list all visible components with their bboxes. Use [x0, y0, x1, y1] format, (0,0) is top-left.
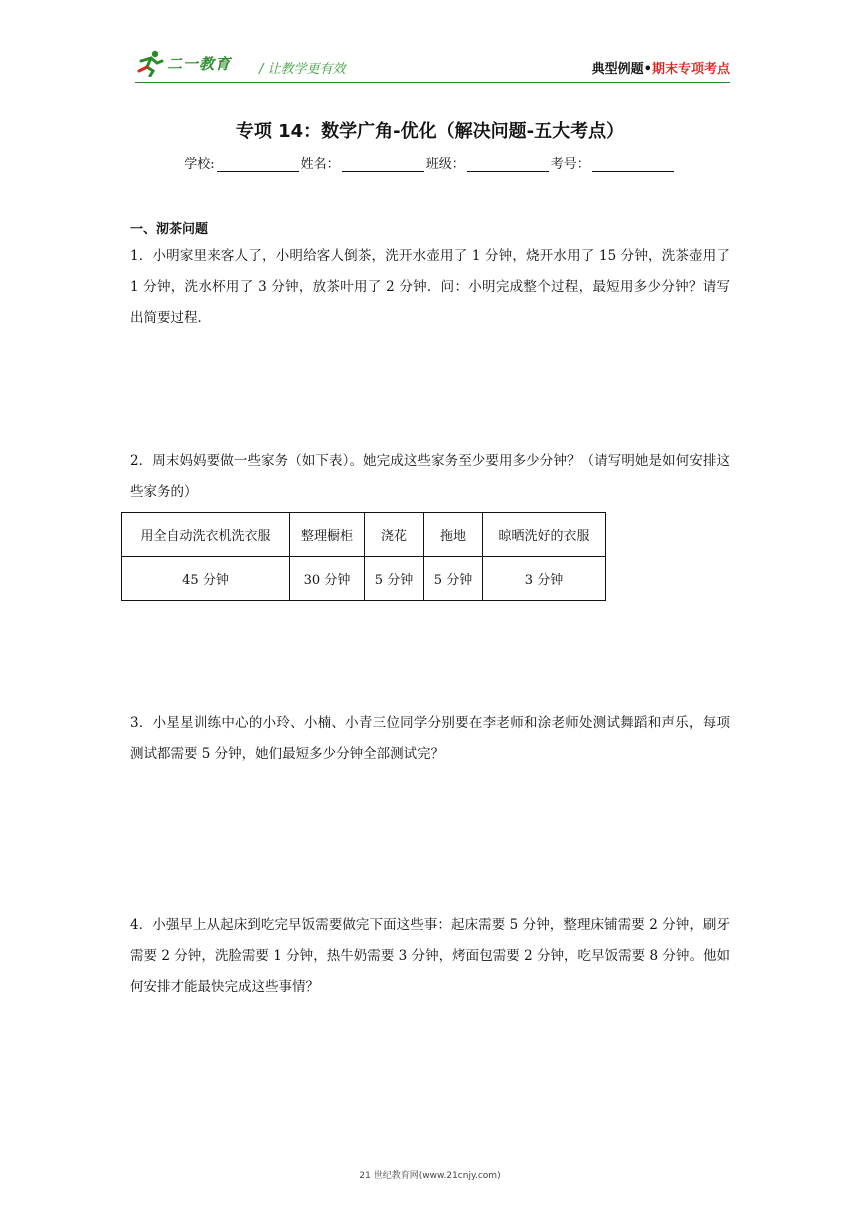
name-label: 姓名：	[300, 157, 340, 172]
table-cell: 30 分钟	[290, 557, 365, 601]
header-tag-black: 典型例题•	[591, 62, 652, 77]
question-4: 4．小强早上从起床到吃完早饭需要做完下面这些事：起床需要 5 分钟，整理床铺需要 2 分钟，刷牙需要 2 分钟，洗脸需要 1 分钟，热牛奶需要 3 分钟，烤面包需要 2 分钟，吃早饭需要 8 分钟。他如何安排才能最快完成这些事情？	[130, 917, 730, 995]
question-3: 3．小星星训练中心的小玲、小楠、小青三位同学分别要在李老师和涂老师处测试舞蹈和声乐，每项测试都需要 5 分钟，她们最短多少分钟全部测试完？	[130, 715, 730, 762]
header-divider	[135, 82, 730, 83]
table-header-cell: 晾晒洗好的衣服	[483, 513, 606, 557]
table-header-cell: 拖地	[424, 513, 483, 557]
question-2: 2．周末妈妈要做一些家务（如下表）。她完成这些家务至少要用多少分钟？（请写明她是如何安排这些家务的）	[130, 453, 730, 500]
table-header-cell: 用全自动洗衣机洗衣服	[122, 513, 290, 557]
slogan: / 让教学更有效	[259, 62, 346, 77]
exam-no-label: 考号：	[550, 157, 590, 172]
table-cell: 5 分钟	[424, 557, 483, 601]
table-cell: 45 分钟	[122, 557, 290, 601]
table-cell: 3 分钟	[483, 557, 606, 601]
header-tag-red: 期末专项考点	[651, 62, 730, 77]
header-tag	[592, 58, 730, 77]
table-row	[122, 557, 606, 601]
page-header	[135, 48, 730, 82]
class-blank	[467, 158, 549, 172]
table-header-cell: 整理橱柜	[290, 513, 365, 557]
table-header-row	[122, 513, 606, 557]
logo-text: 二一教育	[167, 54, 232, 73]
name-blank	[342, 158, 424, 172]
page-title: 专项 14：数学广角-优化（解决问题-五大考点）	[235, 121, 625, 142]
question-1: 1．小明家里来客人了，小明给客人倒茶，洗开水壶用了 1 分钟，烧开水用了 15 分钟，洗茶壶用了 1 分钟，洗水杯用了 3 分钟，放茶叶用了 2 分钟．问：小明完成整个过程，最短用多少分钟？请写出简要过程．	[130, 248, 730, 326]
section-heading: 一、沏茶问题	[130, 222, 209, 237]
school-blank	[217, 158, 299, 172]
table-header-cell: 浇花	[365, 513, 424, 557]
runner-logo-icon	[135, 49, 165, 77]
page-footer: 21 世纪教育网(www.21cnjy.com)	[359, 1171, 501, 1181]
class-label: 班级：	[425, 157, 465, 172]
logo	[135, 48, 231, 78]
student-info-line	[0, 153, 860, 172]
table-cell: 5 分钟	[365, 557, 424, 601]
school-label: 学校:	[184, 157, 215, 172]
exam-no-blank	[592, 158, 674, 172]
chores-table	[121, 512, 606, 601]
